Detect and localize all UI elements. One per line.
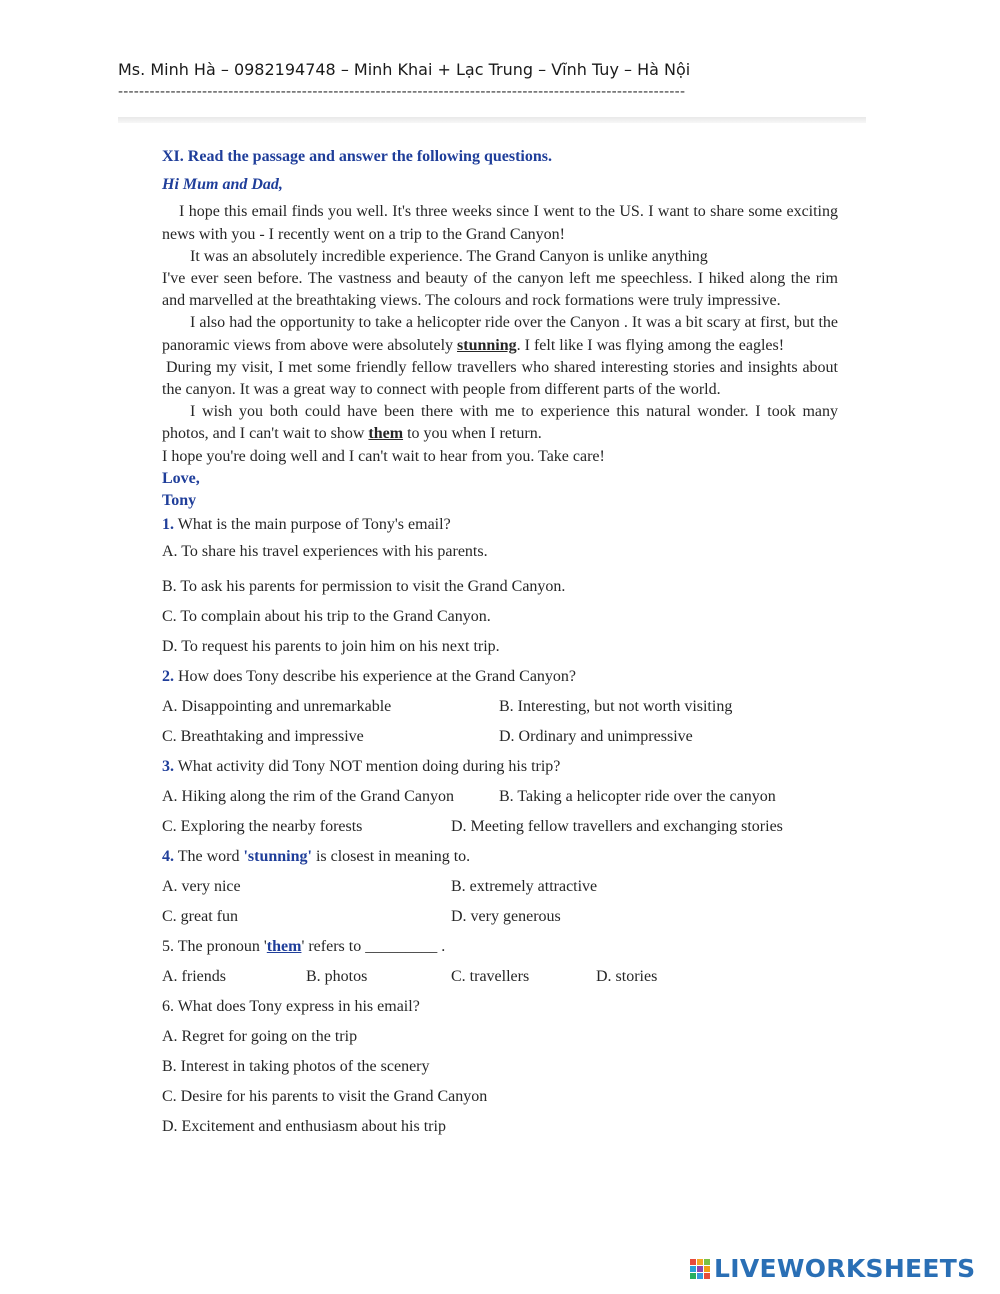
q4-options-row-1 xyxy=(162,876,838,906)
q3-option-b[interactable]: B. Taking a helicopter ride over the canyon xyxy=(499,788,776,806)
q6-option-c[interactable]: C. Desire for his parents to visit the Grand Canyon xyxy=(162,1088,488,1106)
question-2-number: 2. xyxy=(162,668,174,686)
logo-cell xyxy=(704,1266,710,1272)
q1-option-d[interactable]: D. To request his parents to join him on his next trip. xyxy=(162,638,500,656)
question-4 xyxy=(162,846,838,876)
question-3-text: What activity did Tony NOT mention doing during his trip? xyxy=(174,758,561,776)
q2-options-row-1 xyxy=(162,696,838,726)
p3-text-before: I also had the opportunity to take a helicopter ride over the Canyon . It was a bit scary at first, but the panoramic views from above were absolutely xyxy=(162,314,838,354)
question-2 xyxy=(162,666,838,696)
them-highlight: them xyxy=(368,425,404,443)
email-closing: Love, xyxy=(162,469,200,487)
q5-option-a[interactable]: A. friends xyxy=(162,968,226,986)
section-title: XI. Read the passage and answer the following questions. xyxy=(162,148,552,165)
passage-paragraph-2: I've ever seen before. The vastness and beauty of the canyon left me speechless. I hiked along the rim and marvelled at the breathtaking views. The colours and rock formations were truly impressive. xyxy=(162,270,838,310)
q5-options-row xyxy=(162,966,838,996)
question-5-text-before: 5. The pronoun ' xyxy=(162,938,267,956)
q5-option-b[interactable]: B. photos xyxy=(306,968,368,986)
question-3 xyxy=(162,756,838,786)
q3-option-d[interactable]: D. Meeting fellow travellers and exchanging stories xyxy=(451,818,783,836)
q4-option-a[interactable]: A. very nice xyxy=(162,878,241,896)
p5-text-before: I wish you both could have been there with me to experience this natural wonder. I took many photos, and I can't wait to show xyxy=(162,403,838,443)
question-4-text-before: The word xyxy=(174,848,244,866)
q1-option-a[interactable]: A. To share his travel experiences with his parents. xyxy=(162,543,488,561)
passage-paragraph-2-line-1: It was an absolutely incredible experience. The Grand Canyon is unlike anything xyxy=(190,247,708,265)
question-5 xyxy=(162,936,838,966)
question-1-number: 1. xyxy=(162,516,174,534)
passage-paragraph-5 xyxy=(162,401,838,445)
logo-text: LIVEWORKSHEETS xyxy=(714,1254,976,1283)
email-signature: Tony xyxy=(162,492,197,510)
q5-option-c[interactable]: C. travellers xyxy=(451,968,530,986)
question-4-number: 4. xyxy=(162,848,174,866)
q4-option-c[interactable]: C. great fun xyxy=(162,908,238,926)
passage-paragraph-1: I hope this email finds you well. It's three weeks since I went to the US. I want to share some exciting news with you - I recently went on a trip to the Grand Canyon! xyxy=(162,203,838,243)
question-3-number: 3. xyxy=(162,758,174,776)
contact-header: Ms. Minh Hà – 0982194748 – Minh Khai + Lạc Trung – Vĩnh Tuy – Hà Nội xyxy=(118,60,691,79)
question-5-text-after: ' refers to _________ . xyxy=(301,938,446,956)
q2-option-d[interactable]: D. Ordinary and unimpressive xyxy=(499,728,693,746)
question-2-text: How does Tony describe his experience at the Grand Canyon? xyxy=(174,668,577,686)
q6-option-a[interactable]: A. Regret for going on the trip xyxy=(162,1028,358,1046)
q3-options-row-1 xyxy=(162,786,838,816)
question-4-keyword: 'stunning' xyxy=(243,848,312,866)
question-5-keyword: them xyxy=(266,938,302,956)
passage-paragraph-6: I hope you're doing well and I can't wait to hear from you. Take care! xyxy=(162,447,605,465)
q2-option-a[interactable]: A. Disappointing and unremarkable xyxy=(162,698,392,716)
logo-cell xyxy=(704,1273,710,1279)
q2-option-b[interactable]: B. Interesting, but not worth visiting xyxy=(499,698,733,716)
p3-text-after: . I felt like I was flying among the eagles! xyxy=(516,336,785,354)
question-6: 6. What does Tony express in his email? xyxy=(162,998,420,1016)
logo-cell xyxy=(697,1266,703,1272)
logo-cell xyxy=(697,1259,703,1265)
p5-text-after: to you when I return. xyxy=(403,425,542,443)
q3-options-row-2 xyxy=(162,816,838,846)
q2-options-row-2 xyxy=(162,726,838,756)
q6-option-d[interactable]: D. Excitement and enthusiasm about his trip xyxy=(162,1118,446,1136)
q3-option-c[interactable]: C. Exploring the nearby forests xyxy=(162,818,363,836)
q1-option-b[interactable]: B. To ask his parents for permission to visit the Grand Canyon. xyxy=(162,578,566,596)
passage-paragraph-4: During my visit, I met some friendly fellow travellers who shared interesting stories and insights about the canyon. It was a great way to connect with people from different parts of the world. xyxy=(162,358,838,399)
header-divider: ------------------------------------------------------------------------------------------------------------ xyxy=(118,84,686,100)
logo-cell xyxy=(690,1266,696,1272)
stunning-highlight: stunning xyxy=(457,336,517,354)
q4-option-d[interactable]: D. very generous xyxy=(451,908,561,926)
logo-icon xyxy=(690,1259,710,1279)
liveworksheets-logo xyxy=(690,1254,975,1283)
logo-cell xyxy=(690,1273,696,1279)
worksheet-content xyxy=(162,146,838,1146)
logo-cell xyxy=(704,1259,710,1265)
q3-option-a[interactable]: A. Hiking along the rim of the Grand Canyon xyxy=(162,788,454,806)
q4-options-row-2 xyxy=(162,906,838,936)
q1-option-c[interactable]: C. To complain about his trip to the Grand Canyon. xyxy=(162,608,491,626)
passage-paragraph-3 xyxy=(162,312,838,356)
question-4-text-after: is closest in meaning to. xyxy=(311,848,471,866)
question-1-text: What is the main purpose of Tony's email? xyxy=(174,516,451,534)
logo-cell xyxy=(697,1273,703,1279)
scan-edge xyxy=(118,117,866,123)
q2-option-c[interactable]: C. Breathtaking and impressive xyxy=(162,728,364,746)
email-greeting: Hi Mum and Dad, xyxy=(162,176,283,194)
q5-option-d[interactable]: D. stories xyxy=(596,968,658,986)
q4-option-b[interactable]: B. extremely attractive xyxy=(451,878,598,896)
logo-cell xyxy=(690,1259,696,1265)
question-1 xyxy=(162,514,838,541)
q6-option-b[interactable]: B. Interest in taking photos of the scenery xyxy=(162,1058,430,1076)
